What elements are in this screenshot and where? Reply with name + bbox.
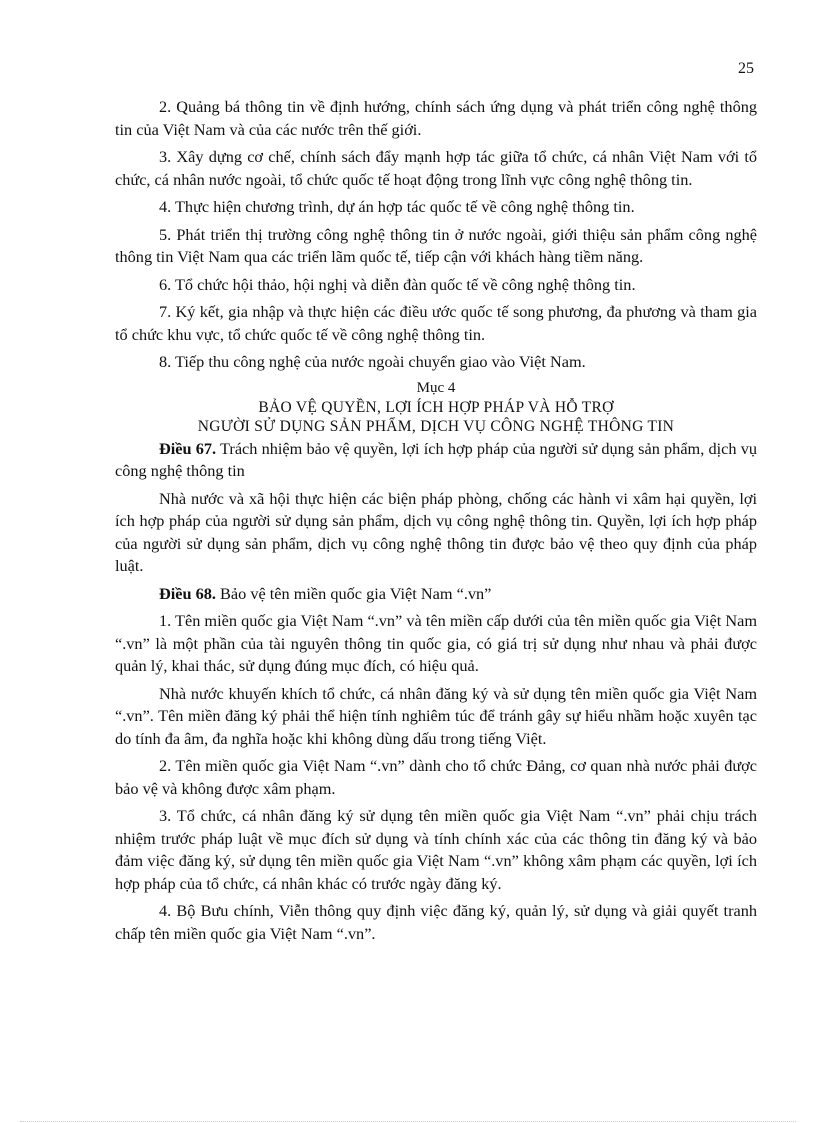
article-67-label: Điều 67.: [159, 438, 217, 458]
list-item: 4. Thực hiện chương trình, dự án hợp tác quốc tế về công nghệ thông tin.: [159, 197, 635, 216]
list-item: 7. Ký kết, gia nhập và thực hiện các điều ước quốc tế song phương, đa phương và tham gia tổ chức khu vực, tổ chức quốc tế về công nghệ thông tin.: [115, 302, 757, 344]
page-content: [115, 96, 757, 950]
article-68-heading: [115, 583, 757, 606]
list-item: 6. Tổ chức hội thảo, hội nghị và diễn đàn quốc tế về công nghệ thông tin.: [159, 274, 636, 294]
article-68-label: Điều 68.: [159, 583, 216, 603]
article-68-paragraph: 4. Bộ Bưu chính, Viễn thông quy định việc đăng ký, quản lý, sử dụng và giải quyết tranh chấp tên miền quốc gia Việt Nam “.vn”.: [115, 901, 757, 943]
article-68-title: Bảo vệ tên miền quốc gia Việt Nam “.vn”: [215, 583, 492, 603]
section-heading: [115, 379, 757, 436]
article-68-paragraph: 3. Tổ chức, cá nhân đăng ký sử dụng tên miền quốc gia Việt Nam “.vn” phải chịu trách nhiệm trước pháp luật về mục đích sử dụng và tính chính xác của các thông tin đăng ký và bảo đảm việc đăng ký, sử dụng tên miền quốc gia Việt Nam “.vn” không xâm phạm các quyền, lợi ích hợp pháp của tổ chức, cá nhân khác có trước ngày đăng ký.: [115, 806, 757, 893]
section-title-line-1: BẢO VỆ QUYỀN, LỢI ÍCH HỢP PHÁP VÀ HỖ TRỢ: [258, 398, 614, 416]
footer-divider: [20, 1121, 796, 1122]
section-label: Mục 4: [416, 379, 456, 396]
list-item: 3. Xây dựng cơ chế, chính sách đẩy mạnh hợp tác giữa tổ chức, cá nhân Việt Nam với tổ chức, cá nhân nước ngoài, tổ chức quốc tế hoạt động trong lĩnh vực công nghệ thông tin.: [115, 147, 757, 189]
list-item: 5. Phát triển thị trường công nghệ thông tin ở nước ngoài, giới thiệu sản phẩm công nghệ thông tin Việt Nam qua các triển lãm quốc tế, tiếp cận với khách hàng tiềm năng.: [115, 224, 757, 266]
page-number: 25: [738, 60, 754, 77]
list-item: 8. Tiếp thu công nghệ của nước ngoài chuyển giao vào Việt Nam.: [159, 352, 586, 371]
article-68-paragraph: Nhà nước khuyến khích tổ chức, cá nhân đăng ký và sử dụng tên miền quốc gia Việt Nam “.vn”. Tên miền đăng ký phải thể hiện tính nghiêm túc để tránh gây sự hiểu nhầm hoặc xuyên tạc do tính đa âm, đa nghĩa hoặc khi không dùng dấu trong tiếng Việt.: [115, 683, 757, 748]
article-67-heading: [115, 438, 757, 483]
article-68-paragraph: 2. Tên miền quốc gia Việt Nam “.vn” dành cho tổ chức Đảng, cơ quan nhà nước phải được bảo vệ và không được xâm phạm.: [115, 756, 757, 798]
article-68-paragraph: 1. Tên miền quốc gia Việt Nam “.vn” và tên miền cấp dưới của tên miền quốc gia Việt Nam “.vn” là một phần của tài nguyên thông tin quốc gia, có giá trị sử dụng như nhau và phải được quản lý, khai thác, sử dụng đúng mục đích, có hiệu quả.: [115, 611, 757, 675]
list-item: 2. Quảng bá thông tin về định hướng, chính sách ứng dụng và phát triển công nghệ thông tin của Việt Nam và của các nước trên thế giới.: [115, 97, 757, 139]
section-title-line-2: NGƯỜI SỬ DỤNG SẢN PHẨM, DỊCH VỤ CÔNG NGHỆ THÔNG TIN: [197, 417, 675, 435]
article-67-body: Nhà nước và xã hội thực hiện các biện pháp phòng, chống các hành vi xâm hại quyền, lợi ích hợp pháp của người sử dụng sản phẩm, dịch vụ công nghệ thông tin. Quyền, lợi ích hợp pháp của người sử dụng sản phẩm, dịch vụ công nghệ thông tin được bảo vệ theo quy định của pháp luật.: [115, 488, 757, 575]
article-67-title: Trách nhiệm bảo vệ quyền, lợi ích hợp pháp của người sử dụng sản phẩm, dịch vụ công nghệ thông tin: [115, 438, 757, 480]
